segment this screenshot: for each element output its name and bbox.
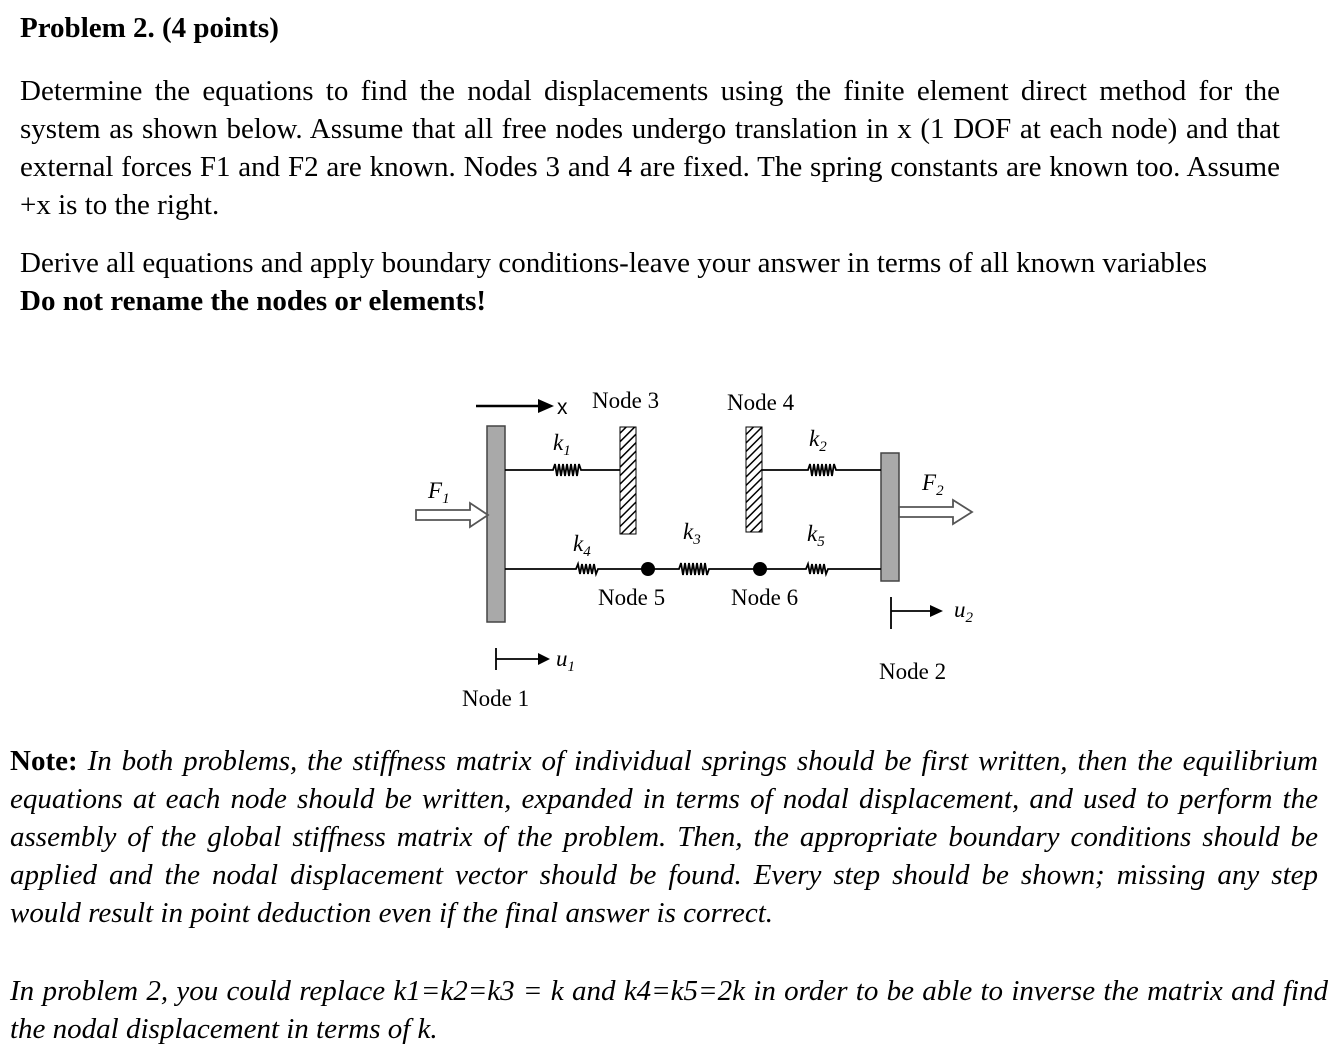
f2-label: $F_2$ [922,470,944,499]
spring-k4 [505,564,648,574]
instructions-bold: Do not rename the nodes or elements! [20,285,487,317]
x-axis-arrow [476,399,554,413]
node6-dot [753,562,767,576]
node3-fixed-wall [620,427,636,534]
u2-arrow [891,597,943,629]
spring-k3 [648,563,760,575]
node5-dot [641,562,655,576]
node1-plate [487,426,505,622]
note-text: In both problems, the stiffness matrix of individual springs should be first written, then the equilibrium equations at each node should be written, expanded in terms of nodal displacement, and used to perform the assembly of the global stiffness matrix of the problem. Then, the appropriate boundary conditions should be applied and the nodal displacement vector should be found. Every step should be shown; missing any step would result in point deduction even if the final answer is correct. [10,745,1318,929]
replace-hint: In problem 2, you could replace k1=k2=k3 = k and k4=k5=2k in order to be able to inverse the matrix and find the nodal displacement in terms of k. [10,975,1328,1045]
k2-label: $k_2$ [809,426,827,455]
note-paragraph [10,742,1318,932]
force-f1-arrow [416,503,488,527]
k3-label: $k_3$ [683,519,701,548]
force-f2-arrow [899,500,972,524]
spring-k1 [505,464,620,476]
spring-k2 [762,464,881,476]
node4-label: Node 4 [727,390,795,415]
k5-label: $k_5$ [807,521,825,550]
x-axis-label: x [557,396,568,419]
k4-label: $k_4$ [573,531,591,560]
note-label: Note: [10,745,78,777]
problem-title: Problem 2. (4 points) [20,12,279,44]
node4-fixed-wall [746,427,762,532]
instructions-text: Derive all equations and apply boundary conditions-leave your answer in terms of all known variables [20,247,1208,279]
u2-label: $u_2$ [954,597,973,626]
k1-label: $k_1$ [553,430,571,459]
node3-label: Node 3 [592,388,660,413]
node1-label: Node 1 [462,686,530,711]
u1-label: $u_1$ [556,646,575,675]
spring-k5 [760,564,881,574]
node2-plate [881,453,899,581]
u1-arrow [496,648,550,670]
node2-label: Node 2 [879,659,947,684]
problem-description: Determine the equations to find the nodal displacements using the finite element direct method for the system as shown below. Assume that all free nodes undergo translation in x (1 DOF at each node) and that external forces F1 and F2 are known. Nodes 3 and 4 are fixed. The spring constants are known too. Assume +x is to the right. [20,75,1280,221]
node6-label: Node 6 [731,585,799,610]
node5-label: Node 5 [598,585,666,610]
f1-label: $F_1$ [428,478,450,507]
